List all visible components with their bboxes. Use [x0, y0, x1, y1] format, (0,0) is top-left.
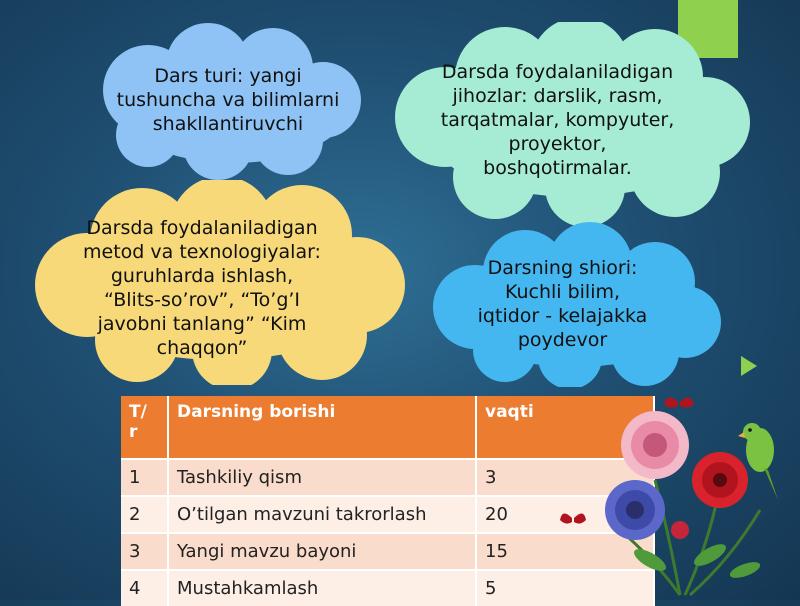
row-stage: Tashkiliy qism — [168, 459, 476, 496]
row-time: 5 — [476, 570, 654, 606]
row-time: 3 — [476, 459, 654, 496]
methods-cloud — [22, 180, 410, 385]
row-stage: O’tilgan mavzuni takrorlash — [168, 496, 476, 533]
equipment-cloud — [385, 22, 760, 227]
header-time: vaqti — [476, 396, 654, 459]
lesson-type-cloud — [88, 20, 368, 180]
row-time: 15 — [476, 533, 654, 570]
header-number: T/ r — [121, 396, 168, 459]
header-stage: Darsning borishi — [168, 396, 476, 459]
row-number: 2 — [121, 496, 168, 533]
row-time: 20 — [476, 496, 654, 533]
row-stage: Yangi mavzu bayoni — [168, 533, 476, 570]
motto-cloud — [420, 222, 725, 387]
equipment-text: Darsda foydalaniladigan jihozlar: darslik, rasm, tarqatmalar, kompyuter, proyektor, boshqotirmalar. — [440, 61, 675, 179]
flowers-parrot-butterflies-icon — [560, 390, 800, 600]
row-number: 3 — [121, 533, 168, 570]
row-number: 1 — [121, 459, 168, 496]
row-stage: Mustahkamlash — [168, 570, 476, 606]
row-number: 4 — [121, 570, 168, 606]
lesson-type-text: Dars turi: yangi tushuncha va bilimlarni shakllantiruvchi — [116, 65, 340, 135]
motto-text: Darsning shiori: Kuchli bilim, iqtidor - kelajakka poydevor — [477, 257, 648, 351]
methods-text: Darsda foydalaniladigan metod va texnologiyalar: guruhlarda ishlash, “Blits-so’rov”, “To’g’I javobni tanlang” “Kim chaqqon” — [83, 217, 321, 359]
play-arrow-icon — [741, 356, 757, 376]
